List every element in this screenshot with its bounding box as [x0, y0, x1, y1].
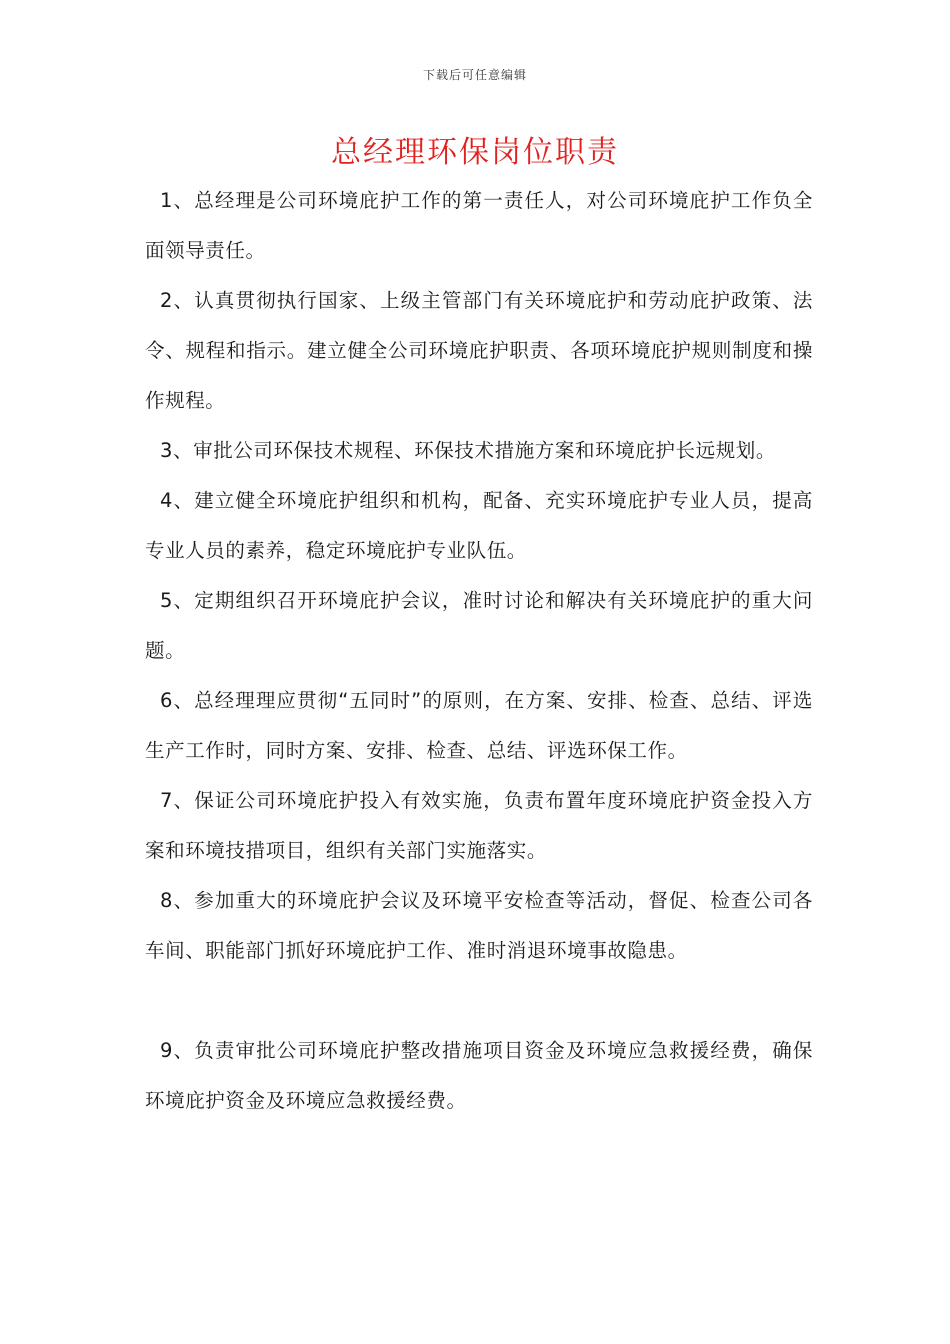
duty-item-8: 8、参加重大的环境庇护会议及环境平安检查等活动，督促、检查公司各车间、职能部门抓好环境庇护工作、准时消退环境事故隐患。	[145, 889, 813, 962]
document-body	[145, 176, 813, 1126]
duty-item-2: 2、认真贯彻执行国家、上级主管部门有关环境庇护和劳动庇护政策、法令、规程和指示。建立健全公司环境庇护职责、各项环境庇护规则制度和操作规程。	[145, 289, 813, 412]
duty-item-1: 1、总经理是公司环境庇护工作的第一责任人，对公司环境庇护工作负全面领导责任。	[145, 189, 813, 262]
duty-item-4: 4、建立健全环境庇护组织和机构，配备、充实环境庇护专业人员，提高专业人员的素养，稳定环境庇护专业队伍。	[145, 489, 813, 562]
duty-item-9: 9、负责审批公司环境庇护整改措施项目资金及环境应急救援经费，确保环境庇护资金及环境应急救援经费。	[145, 1039, 813, 1112]
page-header-note: 下载后可任意编辑	[422, 68, 527, 82]
duty-item-5: 5、定期组织召开环境庇护会议，准时讨论和解决有关环境庇护的重大问题。	[145, 589, 813, 662]
duty-item-7: 7、保证公司环境庇护投入有效实施，负责布置年度环境庇护资金投入方案和环境技措项目，组织有关部门实施落实。	[145, 789, 813, 862]
duty-item-3: 3、审批公司环保技术规程、环保技术措施方案和环境庇护长远规划。	[160, 439, 777, 462]
duty-item-6: 6、总经理理应贯彻“五同时”的原则，在方案、安排、检查、总结、评选生产工作时，同时方案、安排、检查、总结、评选环保工作。	[145, 689, 813, 762]
document-title: 总经理环保岗位职责	[331, 135, 619, 170]
